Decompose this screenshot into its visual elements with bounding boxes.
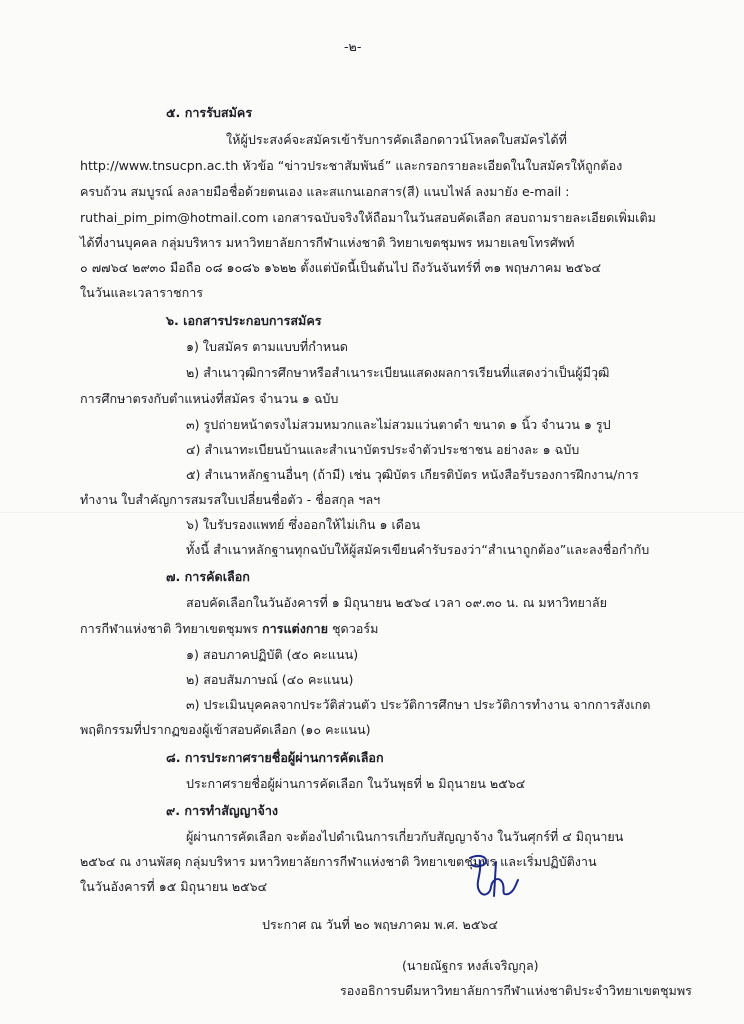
section-5-line: ruthai_pim_pim@hotmail.com เอกสารฉบับจริงให้ถือมาในวันสอบคัดเลือก สอบถามรายละเอียดเพิ่มเติม <box>80 210 656 225</box>
section-5-line: ครบถ้วน สมบูรณ์ ลงลายมือชื่อด้วยตนเอง และสแกนเอกสาร(สี) แนบไฟล์ ลงมายัง e-mail : <box>80 184 570 199</box>
section-6-item: ทำงาน ใบสำคัญการสมรสใบเปลี่ยนชื่อตัว - ชื่อสกุล ฯลฯ <box>80 492 381 507</box>
page-number: -๒- <box>344 39 362 54</box>
section-5-line: ในวันและเวลาราชการ <box>80 285 204 300</box>
section-7-title: ๗. การคัดเลือก <box>166 569 250 584</box>
section-9-line: ๒๕๖๔ ณ งานพัสดุ กลุ่มบริหาร มหาวิทยาลัยการกีฬาแห่งชาติ วิทยาเขตชุมพร และเริ่มปฏิบัติงาน <box>80 854 597 869</box>
announcement-date: ประกาศ ณ วันที่ ๒๐ พฤษภาคม พ.ศ. ๒๕๖๔ <box>262 917 498 932</box>
section-6-title: ๖. เอกสารประกอบการสมัคร <box>166 313 322 328</box>
section-6-item: ๕) สำเนาหลักฐานอื่นๆ (ถ้ามี) เช่น วุฒิบัตร เกียรติบัตร หนังสือรับรองการฝึกงาน/การ <box>186 467 639 482</box>
section-8-title: ๘. การประกาศรายชื่อผู้ผ่านการคัดเลือก <box>166 750 384 765</box>
section-6-item: การศึกษาตรงกับตำแหน่งที่สมัคร จำนวน ๑ ฉบับ <box>80 391 339 406</box>
section-9-line: ในวันอังคารที่ ๑๕ มิถุนายน ๒๕๖๔ <box>80 879 268 894</box>
section-5-title: ๕. การรับสมัคร <box>166 105 253 120</box>
section-9-line: ผู้ผ่านการคัดเลือก จะต้องไปดำเนินการเกี่ยวกับสัญญาจ้าง ในวันศุกร์ที่ ๔ มิถุนายน <box>186 829 624 844</box>
section-5-line: ได้ที่งานบุคคล กลุ่มบริหาร มหาวิทยาลัยการกีฬาแห่งชาติ วิทยาเขตชุมพร หมายเลขโทรศัพท์ <box>80 235 575 250</box>
signature-image <box>456 852 526 904</box>
section-8-line: ประกาศรายชื่อผู้ผ่านการคัดเลือก ในวันพุธที่ ๒ มิถุนายน ๒๕๖๔ <box>186 776 526 791</box>
section-5-line: ให้ผู้ประสงค์จะสมัครเข้ารับการคัดเลือกดาวน์โหลดใบสมัครได้ที่ <box>226 132 567 147</box>
section-6-item: ๑) ใบสมัคร ตามแบบที่กำหนด <box>186 339 348 354</box>
section-7-item: ๑) สอบภาคปฏิบัติ (๕๐ คะแนน) <box>186 647 359 662</box>
section-7-line: สอบคัดเลือกในวันอังคารที่ ๑ มิถุนายน ๒๕๖๔ เวลา ๐๙.๓๐ น. ณ มหาวิทยาลัย <box>186 595 608 610</box>
signer-title: รองอธิการบดีมหาวิทยาลัยการกีฬาแห่งชาติประจำวิทยาเขตชุมพร <box>340 983 692 998</box>
section-7-item: ๒) สอบสัมภาษณ์ (๔๐ คะแนน) <box>186 672 354 687</box>
section-6-note: ทั้งนี้ สำเนาหลักฐานทุกฉบับให้ผู้สมัครเขียนคำรับรองว่า“สำเนาถูกต้อง”และลงชื่อกำกับ <box>186 542 650 557</box>
section-5-line: ๐ ๗๗๖๔ ๒๙๓๐ มือถือ ๐๘ ๑๐๘๖ ๑๖๒๒ ตั้งแต่บัดนี้เป็นต้นไป ถึงวันจันทร์ที่ ๓๑ พฤษภาคม ๒๕๖๔ <box>80 260 601 275</box>
signer-name: (นายณัฐกร หงส์เจริญกุล) <box>402 958 539 973</box>
section-7-line-post: ชุดวอร์ม <box>327 621 379 636</box>
section-6-item: ๔) สำเนาทะเบียนบ้านและสำเนาบัตรประจำตัวประชาชน อย่างละ ๑ ฉบับ <box>186 442 580 457</box>
section-7-line <box>80 620 378 638</box>
section-6-item: ๖) ใบรับรองแพทย์ ซึ่งออกให้ไม่เกิน ๑ เดือน <box>186 517 421 532</box>
section-7-item: พฤติกรรมที่ปรากฏของผู้เข้าสอบคัดเลือก (๑๐ คะแนน) <box>80 722 371 737</box>
dress-code-label: การแต่งกาย <box>261 621 328 636</box>
section-7-item: ๓) ประเมินบุคคลจากประวัติส่วนตัว ประวัติการศึกษา ประวัติการทำงาน จากการสังเกต <box>186 697 651 712</box>
section-5-line: http://www.tnsucpn.ac.th หัวข้อ “ข่าวประชาสัมพันธ์” และกรอกรายละเอียดในใบสมัครให้ถูกต้อง <box>80 158 623 173</box>
section-6-item: ๓) รูปถ่ายหน้าตรงไม่สวมหมวกและไม่สวมแว่นตาดำ ขนาด ๑ นิ้ว จำนวน ๑ รูป <box>186 417 611 432</box>
section-7-line-pre: การกีฬาแห่งชาติ วิทยาเขตชุมพร <box>80 621 262 636</box>
page-fold-line <box>0 512 744 513</box>
section-6-item: ๒) สำเนาวุฒิการศึกษาหรือสำเนาระเบียนแสดงผลการเรียนที่แสดงว่าเป็นผู้มีวุฒิ <box>186 365 610 380</box>
section-9-title: ๙. การทำสัญญาจ้าง <box>166 803 279 818</box>
